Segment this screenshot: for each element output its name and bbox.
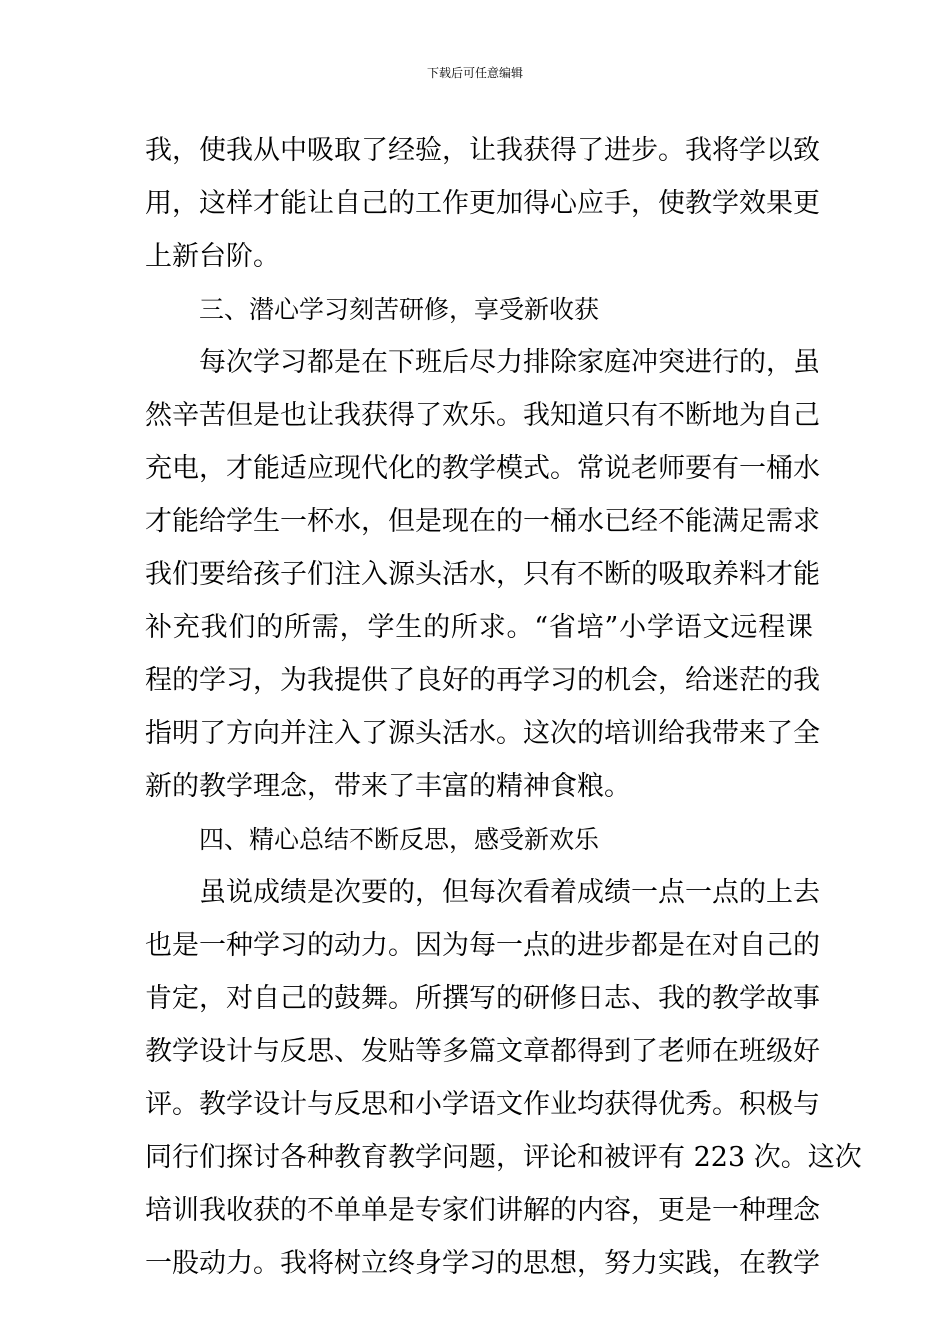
document-body: [145, 124, 862, 1290]
text-line: 我们要给孩子们注入源头活水，只有不断的吸取养料才能: [145, 559, 820, 590]
section-heading-3: 三、潜心学习刻苦研修，享受新收获: [199, 295, 600, 324]
text-line: 指明了方向并注入了源头活水。这次的培训给我带来了全: [145, 718, 820, 749]
text-line: 每次学习都是在下班后尽力排除家庭冲突进行的，虽: [199, 347, 820, 378]
text-line: 虽说成绩是次要的，但每次看着成绩一点一点的上去: [199, 877, 820, 908]
text-line: 然辛苦但是也让我获得了欢乐。我知道只有不断地为自己: [145, 400, 820, 431]
text-line: 用，这样才能让自己的工作更加得心应手，使教学效果更: [145, 188, 820, 219]
text-line: 上新台阶。: [145, 241, 280, 272]
text-line: 同行们探讨各种教育教学问题，评论和被评有 223 次。这次: [145, 1142, 862, 1173]
text-line: 程的学习，为我提供了良好的再学习的机会，给迷茫的我: [145, 665, 820, 696]
text-line: 培训我收获的不单单是专家们讲解的内容，更是一种理念: [145, 1195, 820, 1226]
section-heading-4: 四、精心总结不断反思，感受新欢乐: [199, 825, 600, 854]
text-line: 评。教学设计与反思和小学语文作业均获得优秀。积极与: [145, 1089, 820, 1120]
text-line: 一股动力。我将树立终身学习的思想，努力实践，在教学: [145, 1248, 820, 1279]
text-line: 才能给学生一杯水，但是现在的一桶水已经不能满足需求: [145, 506, 820, 537]
text-line: 教学设计与反思、发贴等多篇文章都得到了老师在班级好: [145, 1036, 820, 1067]
text-line: 充电，才能适应现代化的教学模式。常说老师要有一桶水: [145, 453, 820, 484]
page-header: 下载后可任意编辑: [426, 66, 523, 80]
text-line: 我，使我从中吸取了经验，让我获得了进步。我将学以致: [145, 135, 820, 166]
text-line: 补充我们的所需，学生的所求。“省培”小学语文远程课: [145, 612, 813, 643]
text-line: 也是一种学习的动力。因为每一点的进步都是在对自己的: [145, 930, 820, 961]
text-line: 新的教学理念，带来了丰富的精神食粮。: [145, 771, 631, 802]
text-line: 肯定，对自己的鼓舞。所撰写的研修日志、我的教学故事: [145, 983, 820, 1014]
